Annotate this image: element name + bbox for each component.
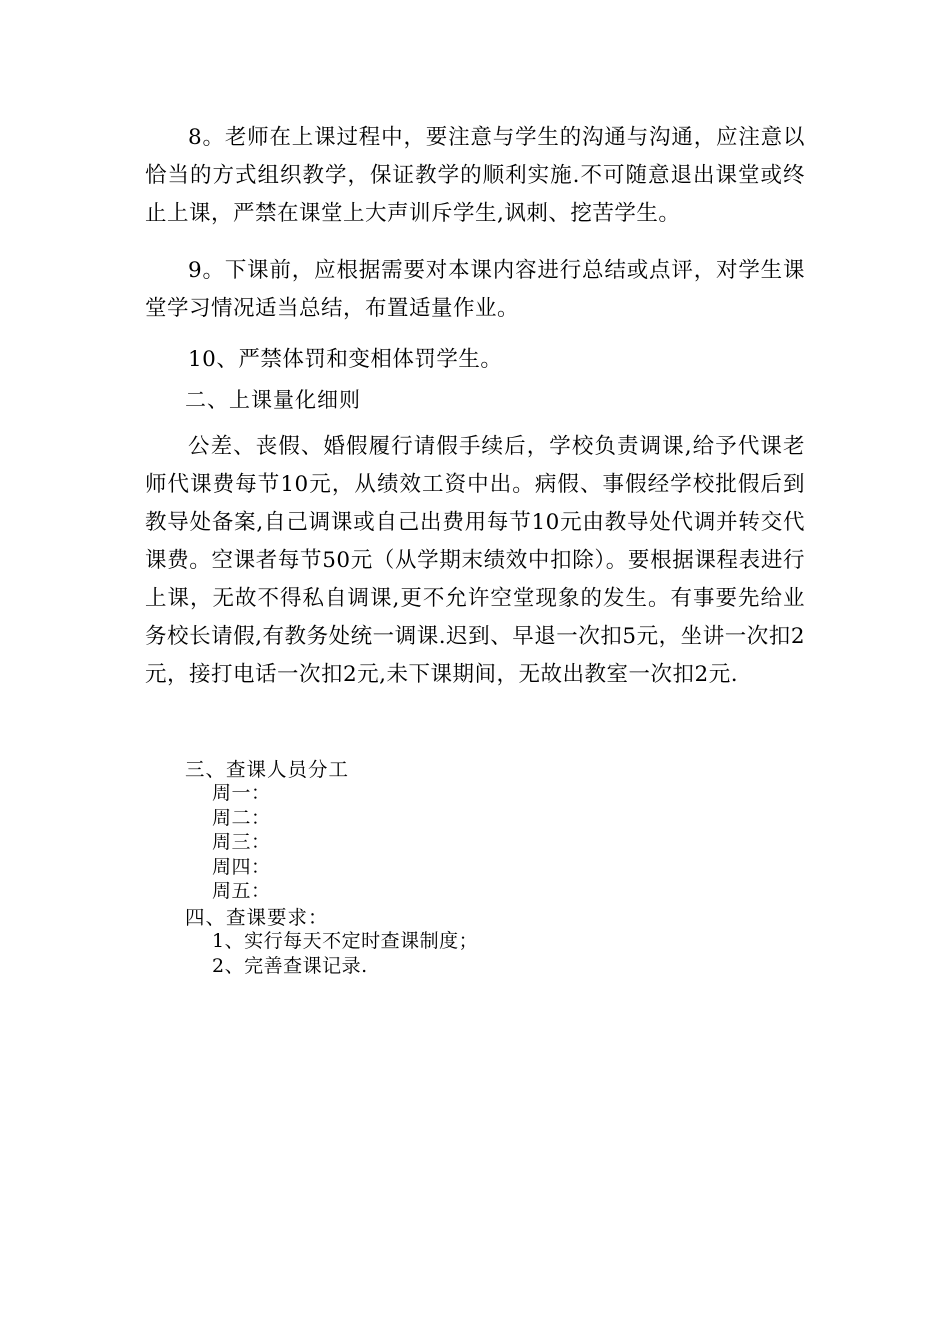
section-body-quantification: 公差、丧假、婚假履行请假手续后，学校负责调课,给予代课老师代课费每节10元，从绩效工资中出。病假、事假经学校批假后到教导处备案,自己调课或自己出费用每节10元由教导处代调并转交代课费。空课者每节50元（从学期末绩效中扣除）。要根据课程表进行上课，无故不得私自调课,更不允许空堂现象的发生。有事要先给业务校长请假,有教务处统一调课.迟到、早退一次扣5元，坐讲一次扣2元，接打电话一次扣2元,未下课期间，无故出教室一次扣2元. bbox=[145, 434, 805, 687]
weekday-list bbox=[212, 781, 271, 904]
rule-item-8: 8。老师在上课过程中，要注意与学生的沟通与沟通，应注意以恰当的方式组织教学，保证教学的顺利实施.不可随意退出课堂或终止上课，严禁在课堂上大声训斥学生,讽刺、挖苦学生。 bbox=[145, 125, 805, 226]
weekday-thursday: 周四： bbox=[212, 855, 271, 878]
weekday-friday: 周五： bbox=[212, 880, 271, 903]
section-heading-requirements: 四、查课要求： bbox=[185, 906, 329, 929]
requirement-item: 1、实行每天不定时查课制度； bbox=[212, 930, 479, 952]
weekday-monday: 周一： bbox=[212, 782, 271, 804]
section-heading-quantification: 二、上课量化细则 bbox=[185, 388, 361, 412]
requirements-list bbox=[212, 929, 478, 978]
requirement-item: 2、完善查课记录. bbox=[212, 954, 368, 977]
weekday-tuesday: 周二： bbox=[212, 806, 271, 829]
rule-item-10: 10、严禁体罚和变相体罚学生。 bbox=[188, 347, 503, 372]
weekday-wednesday: 周三： bbox=[212, 831, 271, 854]
rule-item-9: 9。下课前，应根据需要对本课内容进行总结或点评，对学生课堂学习情况适当总结，布置适量作业。 bbox=[145, 258, 805, 321]
section-heading-staff-assignment: 三、查课人员分工 bbox=[185, 758, 350, 781]
